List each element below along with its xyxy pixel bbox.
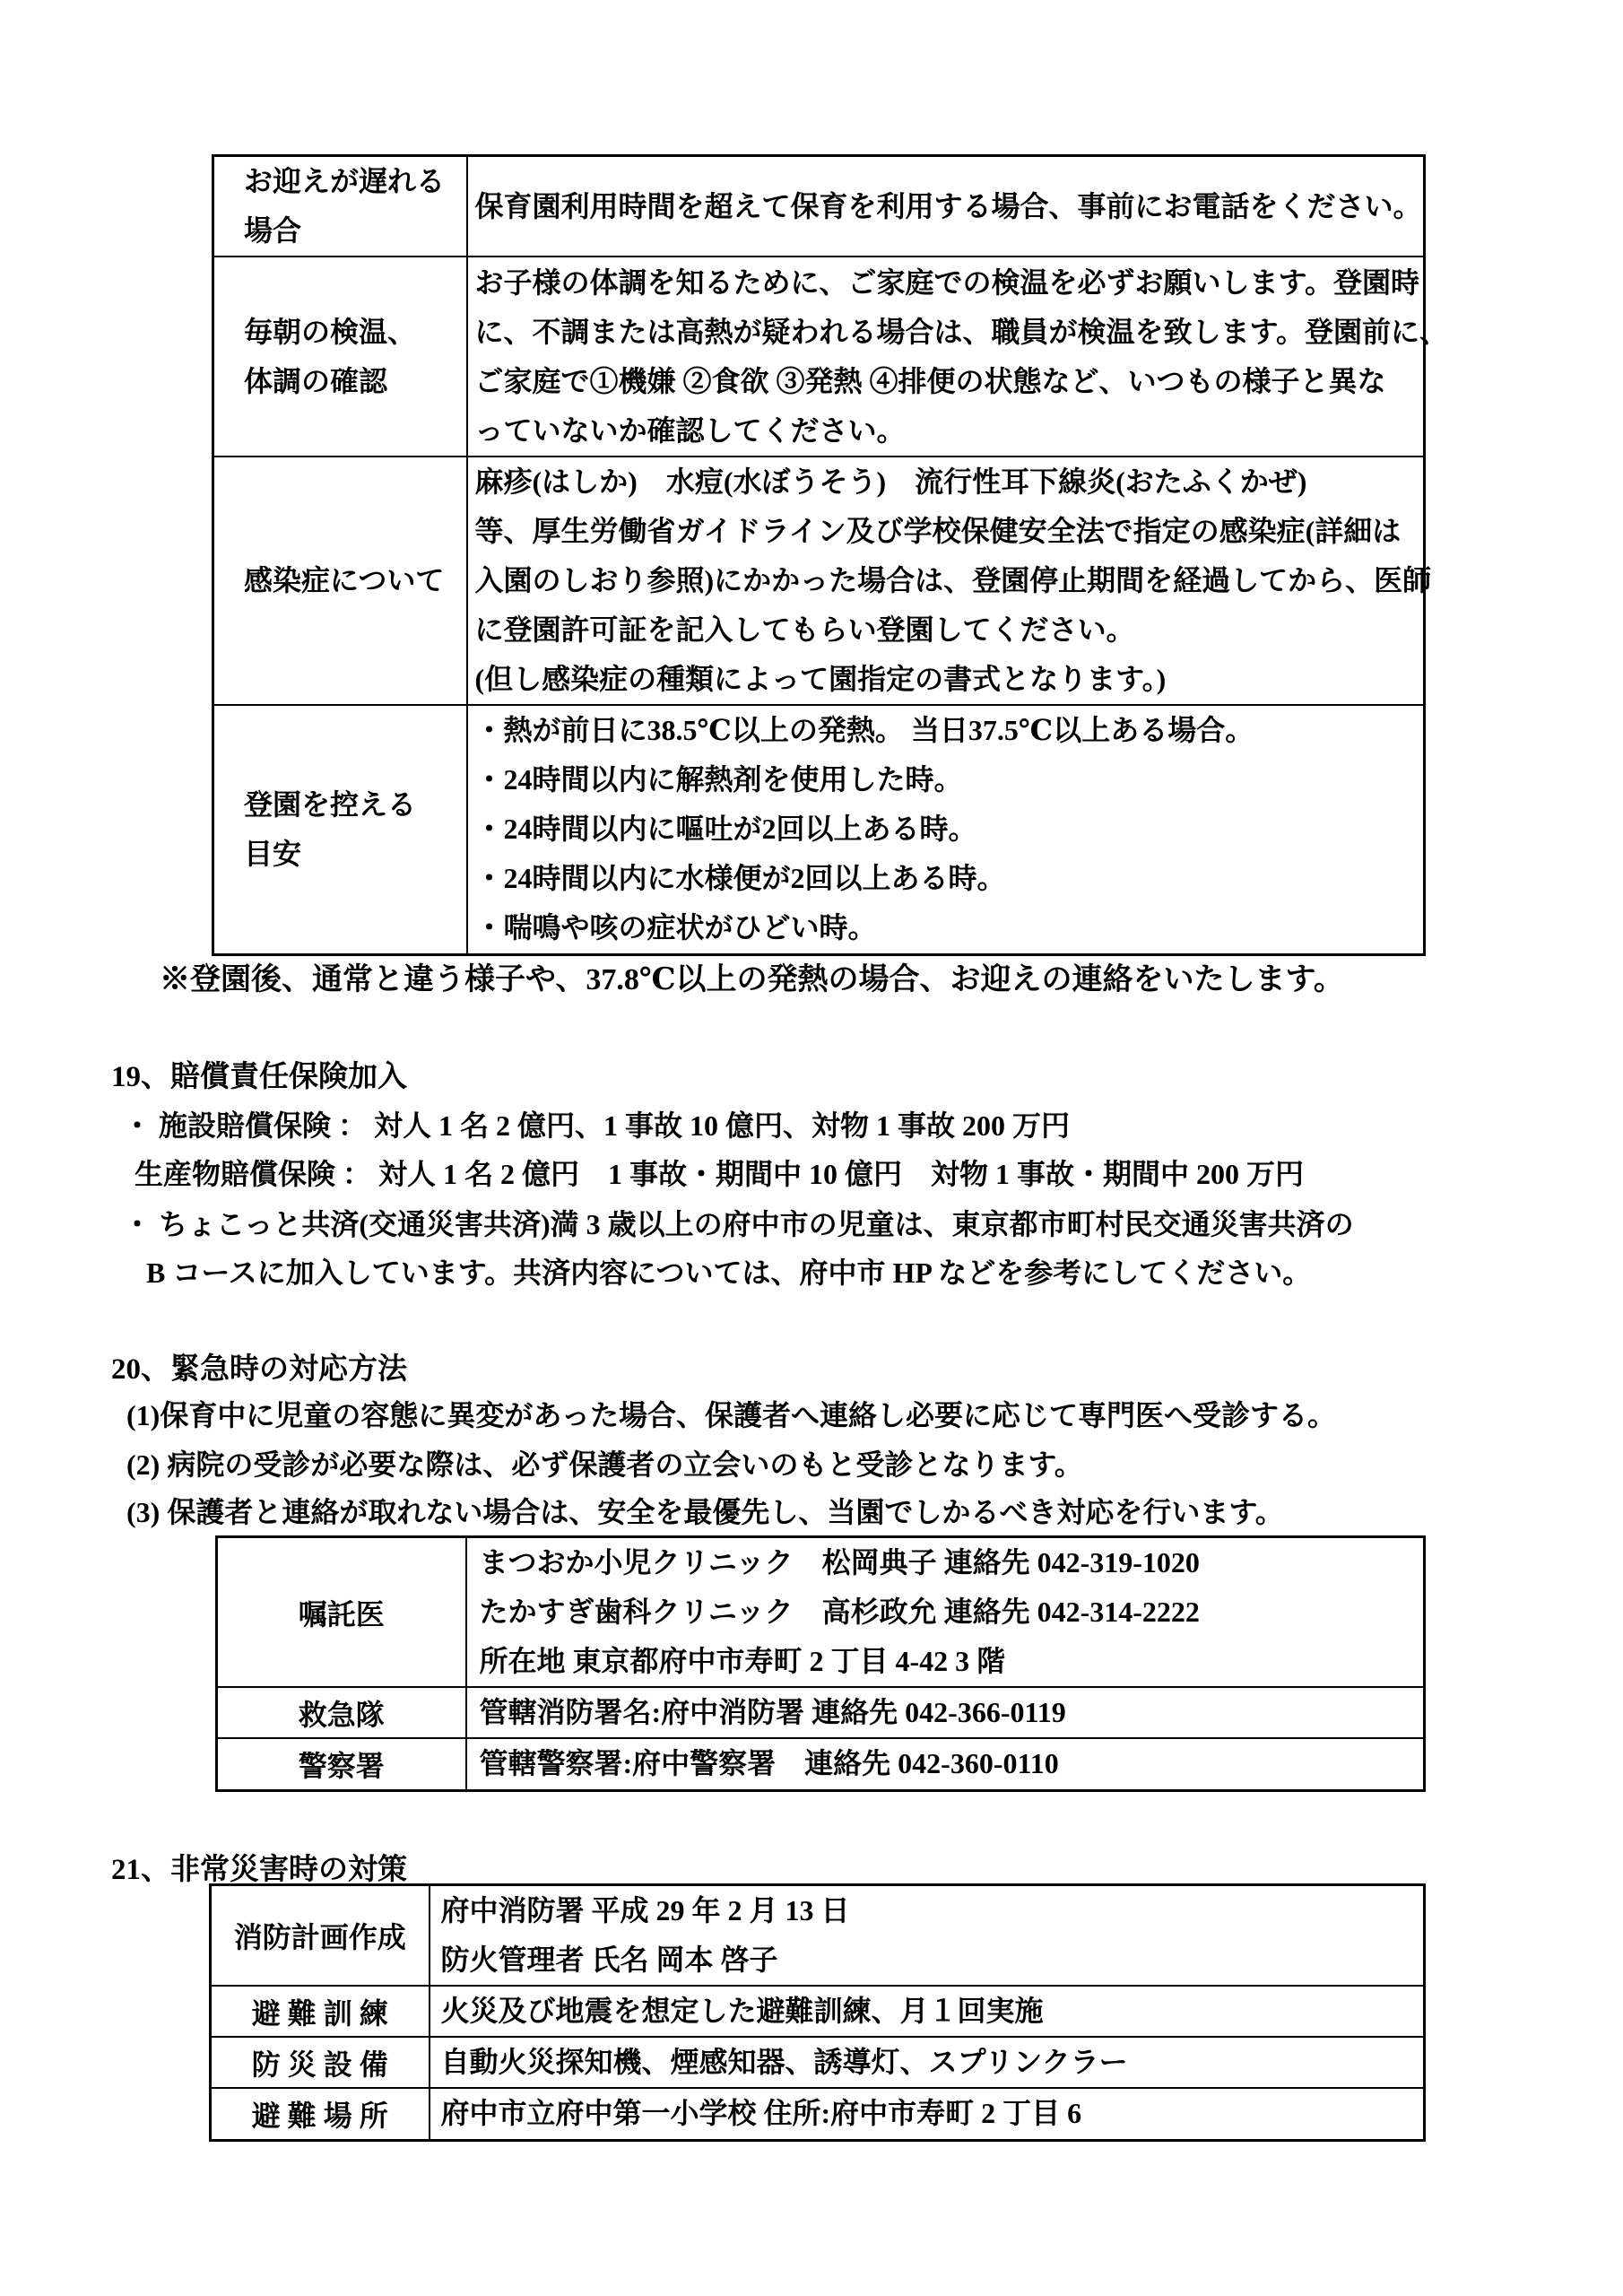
row-label-police: 警察署 (217, 1738, 466, 1790)
content-line: ・24時間以内に解熱剤を使用した時。 (474, 763, 963, 796)
label-line: 目安 (244, 837, 302, 870)
content-line: 火災及び地震を想定した避難訓練、月１回実施 (440, 1995, 1044, 2027)
section-19-line: ・ ちょこっと共済(交通災害共済)満 3 歳以上の府中市の児童は、東京都市町村民交通災害共済の (123, 1208, 1354, 1240)
row-label-ambulance: 救急隊 (217, 1687, 466, 1738)
label-line: 感染症について (244, 564, 445, 596)
content-line: 管轄消防署名:府中消防署 連絡先 042-366-0119 (479, 1696, 1066, 1728)
row-label-morning-check (213, 257, 467, 457)
emergency-contacts-table (215, 1535, 1426, 1792)
table-row (211, 2088, 1425, 2140)
content-line: まつおか小児クリニック 松岡典子 連絡先 042-319-1020 (479, 1546, 1200, 1578)
row-label-stay-home-guideline (213, 705, 467, 954)
content-line: お子様の体調を知るために、ご家庭での検温を必ずお願いします。登園時 (474, 265, 1419, 299)
section-20-heading: 20、緊急時の対応方法 (111, 1353, 407, 1386)
label-line: 毎朝の検温、 (244, 315, 417, 348)
content-line: ・熱が前日に38.5℃以上の発熱。 当日37.5℃以上ある場合。 (474, 714, 1254, 747)
fever-pickup-note: ※登園後、通常と違う様子や、37.8℃以上の発熱の場合、お迎えの連絡をいたします。 (160, 963, 1344, 996)
row-label-infectious-disease (213, 457, 467, 705)
row-content-police (466, 1738, 1425, 1790)
section-21-heading: 21、非常災害時の対策 (111, 1854, 407, 1886)
label-line: お迎えが遅れる (244, 165, 446, 197)
row-content-late-pickup (467, 156, 1425, 257)
content-line: ・喘鳴や咳の症状がひどい時。 (474, 911, 877, 944)
content-line: 管轄警察署:府中警察署 連絡先 042-360-0110 (479, 1747, 1059, 1780)
row-content-evacuation-site (430, 2088, 1425, 2140)
row-content-stay-home-guideline (467, 705, 1425, 954)
label-line: 場合 (244, 214, 302, 247)
section-20-line: (1)保育中に児童の容態に異変があった場合、保護者へ連絡し必要に応じて専門医へ受診する。 (126, 1399, 1336, 1431)
content-line: (但し感染症の種類によって園指定の書式となります。) (474, 663, 1167, 695)
row-label-contract-doctor: 嘱託医 (217, 1537, 466, 1688)
table-row (211, 1885, 1425, 1987)
section-19-heading: 19、賠償責任保険加入 (111, 1061, 407, 1093)
row-label-evacuation-site: 避 難 場 所 (211, 2088, 430, 2140)
section-20-line: (2) 病院の受診が必要な際は、必ず保護者の立会いのもと受診となります。 (126, 1448, 1083, 1481)
row-content-fire-plan (430, 1885, 1425, 1987)
row-content-ambulance (466, 1687, 1425, 1738)
row-content-evacuation-drill (430, 1986, 1425, 2037)
row-label-fire-plan: 消防計画作成 (211, 1885, 430, 1987)
content-line: ご家庭で①機嫌 ②食欲 ③発熱 ④排便の状態など、いつもの様子と異な (474, 364, 1386, 397)
content-line: に、不調または高熱が疑われる場合は、職員が検温を致します。登園前に、 (474, 315, 1448, 348)
table-row (213, 457, 1425, 705)
label-line: 登園を控える (244, 787, 417, 821)
row-content-morning-check (467, 257, 1448, 457)
content-line: 入園のしおり参照)にかかった場合は、登園停止期間を経過してから、医師 (474, 564, 1432, 596)
label-line: 体調の確認 (244, 364, 388, 397)
table-row (217, 1738, 1425, 1790)
content-line: 麻疹(はしか) 水痘(水ぼうそう) 流行性耳下線炎(おたふくかぜ) (474, 465, 1307, 498)
table-row (217, 1537, 1425, 1688)
table-row (213, 705, 1425, 954)
content-line: っていないか確認してください。 (474, 413, 906, 447)
table-row (213, 257, 1425, 457)
row-label-evacuation-drill: 避 難 訓 練 (211, 1986, 430, 2037)
row-label-late-pickup (213, 156, 467, 257)
table-row (213, 156, 1425, 257)
section-20-line: (3) 保護者と連絡が取れない場合は、安全を最優先し、当園でしかるべき対応を行います。 (126, 1496, 1284, 1528)
content-line: 自動火災探知機、煙感知器、誘導灯、スプリンクラー (440, 2046, 1128, 2078)
table-row (211, 1986, 1425, 2037)
content-line: 等、厚生労働省ガイドライン及び学校保健安全法で指定の感染症(詳細は (474, 515, 1402, 547)
table-row (211, 2037, 1425, 2088)
content-line: 保育園利用時間を超えて保育を利用する場合、事前にお電話をください。 (474, 189, 1422, 222)
section-19-line: ・ 施設賠償保険 ： 対人 1 名 2 億円、1 事故 10 億円、対物 1 事故 200 万円 (123, 1109, 1071, 1142)
content-line: 防火管理者 氏名 岡本 啓子 (440, 1944, 778, 1976)
disaster-measures-table (209, 1883, 1426, 2142)
row-content-contract-doctor (466, 1537, 1425, 1688)
row-label-disaster-equipment: 防 災 設 備 (211, 2037, 430, 2088)
health-rules-table (212, 154, 1448, 956)
content-line: ・24時間以内に水様便が2回以上ある時。 (474, 862, 1006, 895)
content-line: に登園許可証を記入してもらい登園してください。 (474, 613, 1135, 646)
content-line: 府中市立府中第一小学校 住所:府中市寿町 2 丁目 6 (440, 2097, 1082, 2130)
row-content-disaster-equipment (430, 2037, 1425, 2088)
content-line: ・24時間以内に嘔吐が2回以上ある時。 (474, 813, 977, 846)
content-line: 所在地 東京都府中市寿町 2 丁目 4-42 3 階 (479, 1645, 1006, 1677)
section-19-line: 生産物賠償保険 ： 対人 1 名 2 億円 1 事故・期間中 10 億円 対物 1 事故・期間中 200 万円 (135, 1158, 1305, 1190)
content-line: 府中消防署 平成 29 年 2 月 13 日 (440, 1894, 850, 1926)
section-19-line: B コースに加入しています。共済内容については、府中市 HP などを参考にしてください。 (146, 1257, 1312, 1289)
content-line: たかすぎ歯科クリニック 高杉政允 連絡先 042-314-2222 (479, 1596, 1200, 1628)
table-row (217, 1687, 1425, 1738)
row-content-infectious-disease (467, 457, 1432, 705)
